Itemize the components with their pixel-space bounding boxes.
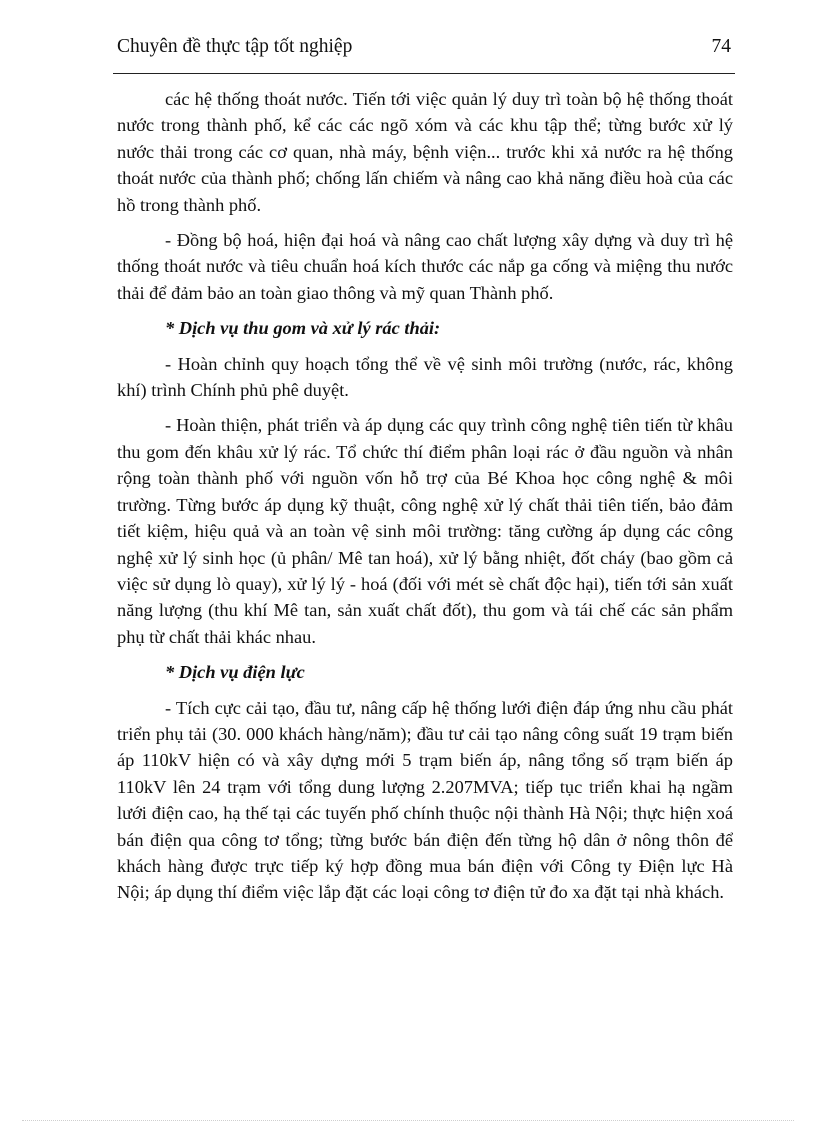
page-header bbox=[117, 36, 733, 66]
footer-divider bbox=[22, 1120, 794, 1121]
paragraph-drainage-management: các hệ thống thoát nước. Tiến tới việc quản lý duy trì toàn bộ hệ thống thoát nước trong thành phố, kể các các ngõ xóm và các khu tập thể; từng bước xử lý nước thải trong các cơ quan, nhà máy, bệnh viện... trước khi xả nước ra hệ thống thoát nước của thành phố; chống lấn chiếm và nâng cao khả năng điều hoà của các hồ trong thành phố. bbox=[117, 89, 733, 215]
document-body bbox=[117, 86, 733, 915]
paragraph-electric-grid: - Tích cực cải tạo, đầu tư, nâng cấp hệ thống lưới điện đáp ứng nhu cầu phát triển phụ tải (30. 000 khách hàng/năm); đầu tư cải tạo nâng công suất 19 trạm biến áp 110kV hiện có và xây dựng mới 5 trạm biến áp, nâng tổng số trạm biến áp 110kV lên 24 trạm với tổng dung lượng 2.207MVA; tiếp tục triển khai hạ ngầm lưới điện cao, hạ thế tại các tuyến phố chính thuộc nội thành Hà Nội; thực hiện xoá bán điện qua công tơ tổng; từng bước bán điện đến từng hộ dân ở nông thôn để khách hàng được trực tiếp ký hợp đồng mua bán điện với Công ty Điện lực Hà Nội; áp dụng thí điểm việc lắp đặt các loại công tơ điện tử đo xa đặt tại nhà khách. bbox=[117, 697, 733, 903]
section-heading-electricity: * Dịch vụ điện lực bbox=[165, 662, 305, 683]
paragraph-waste-technology: - Hoàn thiện, phát triển và áp dụng các quy trình công nghệ tiên tiến từ khâu thu gom đến khâu xử lý rác. Tổ chức thí điểm phân loại rác ở đầu nguồn và nhân rộng toàn thành phố với nguồn vốn hỗ trợ của Bé Khoa học công nghệ & môi trường. Từng bước áp dụng kỹ thuật, công nghệ xử lý chất thải tiên tiến, bảo đảm tiết kiệm, hiệu quả và an toàn vệ sinh môi trường: tăng cường áp dụng các công nghệ xử lý sinh học (ủ phân/ Mê tan hoá), xử lý bằng nhiệt, đốt cháy (bao gồm cả việc sử dụng lò quay), xử lý lý - hoá (đối với mét sè chất độc hại), tiến tới sản xuất năng lượng (thu khí Mê tan, sản xuất chất đốt), thu gom và tái chế các sản phẩm phụ từ chất thải khác nhau. bbox=[117, 415, 733, 647]
paragraph-sanitation-planning: - Hoàn chỉnh quy hoạch tổng thể về vệ sinh môi trường (nước, rác, không khí) trình Chính phủ phê duyệt. bbox=[117, 353, 733, 401]
page-number: 74 bbox=[711, 36, 731, 57]
header-title: Chuyên đề thực tập tốt nghiệp bbox=[117, 36, 353, 57]
paragraph-drainage-modernization: - Đồng bộ hoá, hiện đại hoá và nâng cao chất lượng xây dựng và duy trì hệ thống thoát nước và tiêu chuẩn hoá kích thước các nắp ga cống và miệng thu nước thải để đảm bảo an toàn giao thông và mỹ quan Thành phố. bbox=[117, 230, 733, 303]
header-divider bbox=[113, 73, 735, 74]
section-heading-waste-collection: * Dịch vụ thu gom và xử lý rác thải: bbox=[165, 318, 441, 339]
